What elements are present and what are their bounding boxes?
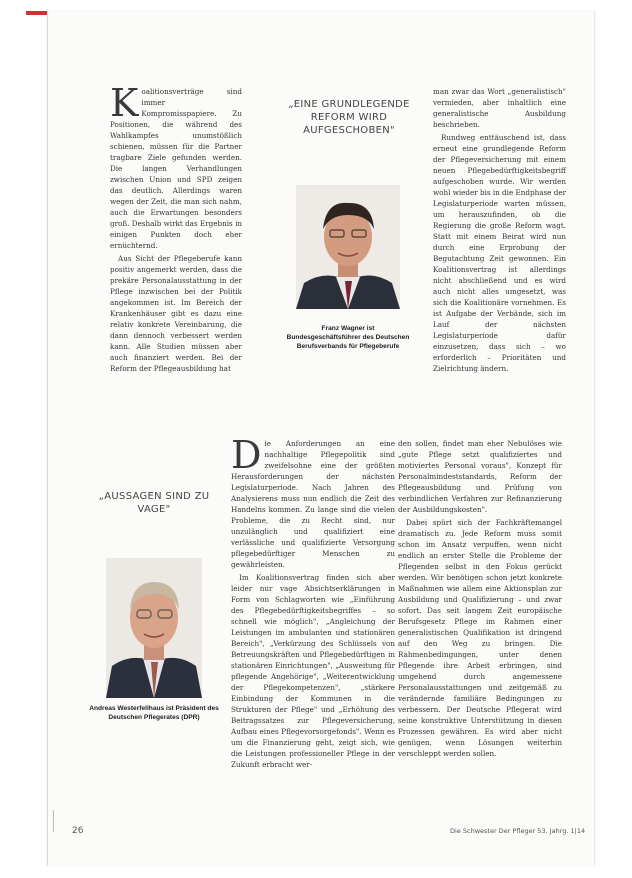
bottom-heading: „AUSSAGEN SIND ZU VAGE" [98, 491, 210, 515]
top-article-column-3 [433, 86, 566, 376]
paragraph: oalitionsverträge sind immer Kompromisspapiere. Zu Positionen, die während des Wahlkampfes unumstößlich schienen, müssen für die Partner tragbare Ziele gefunden werden. Die langen Verhandlungen zwischen Union und SPD zeigen das deutlich. Allerdings waren wegen der Zeit, die man sich nahm, auch die Erwartungen besonders groß. Deshalb wirkt das Ergebnis in einigen Punkten doch eher ernüchternd. [110, 87, 242, 250]
paragraph: ie Anforderungen an eine nachhaltige Pflegepolitik sind zweifelsohne eine der größten Herausforderungen der nächsten Legislaturperiode. Nach Jahren des Analysierens muss nun endlich die Zeit des Handelns kommen. Zu lange sind die vielen Probleme, die zu Recht sind, nur unzulänglich und qualifiziert eine verlässliche und qualifizierte Versorgung pflegebedürftiger Menschen zu gewährleisten. [231, 439, 395, 569]
dropcap-d: D [231, 433, 262, 477]
paragraph: man zwar das Wort „generalistisch" vermieden, aber inhaltlich eine generalistische Ausbildung beschrieben. [433, 87, 566, 129]
paragraph: den sollen, findet man eher Nebulöses wie „gute Pflege setzt qualifiziertes und motiviertes Personal voraus", Konzept für Personalmindeststandards, Reform der Pflegeausbildung und Prüfung von verbindlichen Verfahren zur Refinanzierung der Ausbildungskosten". [398, 439, 562, 514]
paragraph: Rundweg enttäuschend ist, dass erneut eine grundlegende Reform der Pflegeversicherung mit einem neuen Pflegebedürftigkeitsbegriff aufgeschoben wurde. Wir werden wohl wieder bis in die Endphase der Legislaturperiode warten müssen, um herauszufinden, ob die Regierung die große Reform wagt. Statt mit einem Beirat wird nun durch eine Erprobung der Begutachtung Zeit gewonnen. Ein Koalitionsvertrag ist allerdings nicht abschließend und es wird auch nicht alles umgesetzt, was sich die Koalitionäre vornehmen. Es ist Aufgabe der Verbände, sich im Lauf der nächsten Legislaturperiode dafür einzusetzen, dass sich – wo erforderlich – Prioritäten und Zielrichtung ändern. [433, 133, 567, 373]
caption-andreas-westerfellhaus: Andreas Westerfellhaus ist Präsident des Deutschen Pflegerates (DPR) [89, 705, 219, 721]
paragraph: Aus Sicht der Pflegeberufe kann positiv angemerkt werden, dass die prekäre Personalausstattung in der Pflege inzwischen bei der Politik angekommen ist. Im Bereich der Krankenhäuser gibt es dazu eine relativ konkrete Vereinbarung, die dann dennoch verbessert werden kann. Alle Studien müssen aber auch finanziert werden. Bei der Reform der Pflegeausbildung hat [110, 254, 242, 373]
portrait-franz-wagner [296, 185, 400, 309]
bottom-article-column-2 [231, 433, 395, 772]
portrait-andreas-westerfellhaus [106, 558, 202, 698]
footer-divider [53, 810, 54, 832]
footer-source: Die Schwester Der Pfleger 53. Jahrg. 1|14 [450, 827, 586, 835]
top-article-column-1 [110, 81, 242, 376]
page-number: 26 [72, 826, 84, 836]
paragraph: Dabei spürt sich der Fachkräftemangel dramatisch zu. Jede Reform muss somit schon im Ansatz verpuffen, wenn nicht endlich an erster Stelle die Probleme der Pflegenden selbst in den Fokus gerückt werden. Wir benötigen schon jetzt konkrete Maßnahmen wie allem eine Aktionsplan zur Ausbildung und Qualifizierung – und zwar sofort. Das seit langem Zeit europäische Berufsgesetz Pflege im Rahmen einer generalistischen Qualifikation ist dringend auf den Weg zu bringen. Die Rahmenbedingungen, unter denen Pflegende ihre Arbeit erbringen, sind umgehend durch angemessene Personalausstattungen und zeitgemäß zu verändernde familiäre Bedingungen zu verbessern. Der Deutsche Pflegerat wird seine konstruktive Unterstützung in diesen Prozessen gewähren. Es wird aber nicht genügen, wenn Lösungen weiterhin verschleppt werden sollen. [398, 518, 562, 758]
bottom-article-column-3 [398, 438, 562, 761]
caption-franz-wagner: Franz Wagner ist Bundesgeschäftsführer des Deutschen Berufsverbands für Pflegeberufe [286, 325, 410, 350]
top-heading: „EINE GRUNDLEGENDE REFORM WIRD AUFGESCHOBEN" [288, 99, 410, 136]
dropcap-k: K [110, 81, 139, 125]
paragraph: Im Koalitionsvertrag finden sich aber leider nur vage Absichtserklärungen in Form von Schlagworten wie „Einführung des Pflegebedürftigkeitsbegriffes – so schnell wie möglich", „Angleichung der Leistungen im ambulanten und stationären Bereich", „Verkürzung des Schlüssels von Betreuungskräften und Pflegebedürftigen in stationären Einrichtungen", „Ausweitung für pflegende Angehörige", „Weiterentwicklung der Pflegekompetenzen", „stärkere Einbindung der Kommunen in die Strukturen der Pflege" und „Erhöhung des Beitragssatzes zur Pflegeversicherung, Aufbau eines Pflegevorsorgefonds". Wenn es um die Finanzierung geht, zeigt sich, wie die Leistungen professioneller Pflege in der Zukunft erbracht wer- [231, 573, 395, 769]
